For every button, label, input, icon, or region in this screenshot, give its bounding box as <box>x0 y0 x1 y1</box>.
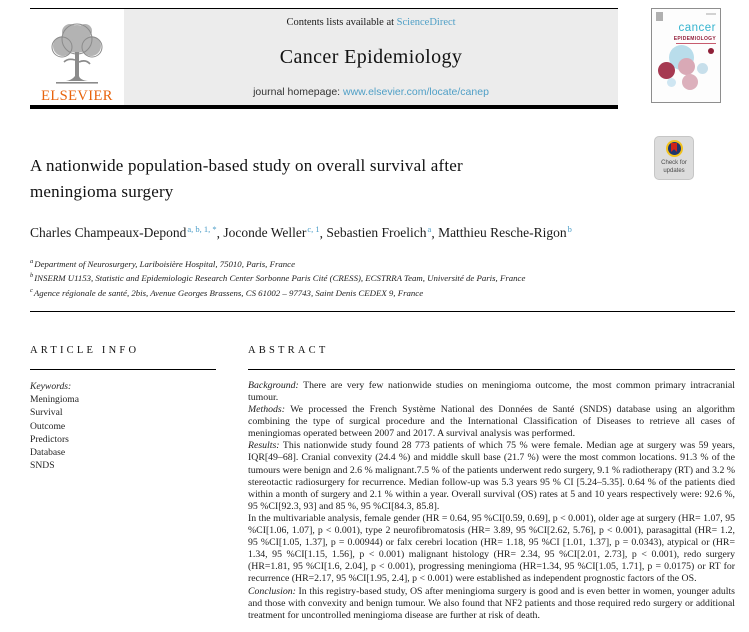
author-separator: , <box>216 225 224 241</box>
abstract-paragraph: In the multivariable analysis, female gender (HR = 0.64, 95 %CI[0.59, 0.69], p < 0.001), older age at surgery (HR= 1.07, 95 %CI[1.06, 1.07], p < 0.001), type 2 neurofibromatosis (HR= 3.89, 95 %CI[2.62, 5.76], p < 0.001), parasagittal (HR= 1.2, 95 %CI[1.05, 1.37], p = 0.00944) or falx cerebri location (HR= 1.18, 95 %CI [1.01, 1.37], p = 0.0343), atypical or (HR= 1.34, 95 %CI[1.15, 1.56], p < 0.001) malignant histology (HR= 2.34, 95 %CI[2.01, 2.73], p < 0.001), redo surgery (HR=1.81, 95 %CI[1.6, 2.04], p < 0.001), progressing meningioma (HR=1.34, 95 %CI[1.05, 1.71], p = 0.0175) or RT for recurrence (HR=2.17, 95 %CI[1.95, 2.4], p < 0.001) were established as independent prognostic factors of the OS. <box>248 512 735 585</box>
crossmark-ribbon-icon <box>671 143 677 152</box>
author-list <box>30 223 629 243</box>
keyword: Database <box>30 446 66 458</box>
cover-title-cancer: cancer <box>678 22 716 34</box>
masthead <box>30 8 618 109</box>
abstract-paragraph: Background: There are very few nationwide studies on meningioma outcome, the most common primary intracranial tumour. <box>248 379 735 403</box>
abstract-heading: ABSTRACT <box>248 345 735 370</box>
affiliation-sup: a <box>30 257 34 265</box>
keyword: Predictors <box>30 433 69 445</box>
article-info-column <box>30 345 216 622</box>
elsevier-wordmark: ELSEVIER <box>41 87 113 104</box>
affiliation: $^c$Agence régionale de santé, 2bis, Avenue Georges Brassens, CS 61002 – 97743, Saint Denis CEDEX 9, France <box>30 287 424 299</box>
elsevier-logo <box>30 9 124 105</box>
article-title: A nationwide population-based study on overall survival after meningioma surgery <box>30 156 463 202</box>
author: Matthieu Resche-Rigon$^b$ <box>438 223 572 241</box>
masthead-band <box>124 9 618 105</box>
homepage-url-link[interactable]: www.elsevier.com/locate/canep <box>343 86 489 98</box>
keywords-label: Keywords: <box>30 380 72 392</box>
author: Joconde Weller$^{c, 1}$ <box>223 223 320 241</box>
crossmark-icon <box>666 140 683 157</box>
author: Charles Champeaux-Depond$^{a, b, 1, *}$ <box>30 223 217 241</box>
info-abstract-section <box>30 345 735 622</box>
contents-line <box>130 17 612 28</box>
journal-cover-thumbnail[interactable] <box>651 8 721 103</box>
author-affiliation-sup: c, 1 <box>307 223 320 234</box>
author-separator: , <box>431 225 439 241</box>
journal-title: Cancer Epidemiology <box>279 45 463 68</box>
sciencedirect-link[interactable]: ScienceDirect <box>396 17 456 28</box>
paragraph-label: Methods: <box>248 404 286 416</box>
keywords-block <box>30 380 216 472</box>
keyword: Survival <box>30 407 63 419</box>
cover-title <box>674 23 716 44</box>
author-affiliation-sup: a, b, 1, * <box>187 223 217 234</box>
keyword: Meningioma <box>30 394 80 406</box>
section-divider <box>30 311 735 312</box>
affiliation: $^b$INSERM U1153, Statistic and Epidemiologic Research Center Sorbonne Paris Cité (CRESS), ECSTRRA Team, Université de Paris, France <box>30 272 526 284</box>
cover-circle <box>708 48 714 54</box>
elsevier-tree-icon <box>48 22 106 88</box>
author-separator: , <box>319 225 327 241</box>
paragraph-label: Results: <box>248 440 280 452</box>
abstract-paragraph: Conclusion: In this registry-based study, OS after meningioma surgery is good and is even better in women, younger adults and those with convexity and benign tumour. We also found that NF2 patients and those required redo surgery or additional treatment for uncontrolled meningioma disease are further at risk of death. <box>248 585 735 621</box>
cover-artwork <box>652 45 720 101</box>
author: Sebastien Froelich$^a$ <box>326 223 432 241</box>
abstract-paragraph: Methods: We processed the French Système National des Données de Santé (SNDS) database using an algorithm combining the type of surgical procedure and the International Classification of Diseases to retrieve all cases of meningiomas operated between 2007 and 2017. A survival analysis was performed. <box>248 404 735 440</box>
cover-circle <box>667 78 676 87</box>
contents-prefix: Contents lists available at <box>286 17 397 28</box>
author-affiliation-sup: b <box>567 223 572 234</box>
cover-issue-text <box>706 13 716 15</box>
check-for-updates-label: Check for updates <box>661 160 687 175</box>
paragraph-label: Background: <box>248 379 299 391</box>
abstract-paragraph: Results: This nationwide study found 28 773 patients of which 75 % were female. Median age at surgery was 59 years, IQR[49–68]. Cranial convexity (24.4 %) and middle skull base (21.7 %) were the most common locations. 91.3 % of the tumours were benign and 2.6 % malignant.7.5 % of the patients underwent redo surgery, 9.1 % radiotherapy (RT) and 3.2 % stereotactic radiosurgery for recurrence. Median follow-up was 5.3 years 95 % CI [5.24–5.35]. 0.64 % of the patients died within a month of surgery and 2.1 % within a year. Overall survival (OS) rates at 5 and 10 years respectively were: 92.6 %, 95 %CI[92.3, 93] and 85 %, 95 %CI[84.3, 85.8]. <box>248 440 735 512</box>
keyword: SNDS <box>30 460 55 472</box>
article-info-heading: ARTICLE INFO <box>30 345 216 370</box>
abstract-column <box>248 345 735 622</box>
cover-circle <box>678 58 695 75</box>
affiliation-sup: b <box>30 272 34 280</box>
cover-circle <box>658 62 675 79</box>
homepage-prefix: journal homepage: <box>253 86 343 98</box>
check-for-updates-badge[interactable] <box>654 136 694 180</box>
cover-publisher-mark-icon <box>656 12 663 21</box>
paragraph-label: Conclusion: <box>248 585 296 597</box>
affiliation-list <box>30 256 689 300</box>
masthead-row <box>30 8 735 109</box>
author-affiliation-sup: a <box>427 223 432 234</box>
cover-circle <box>682 74 698 90</box>
homepage-line <box>130 86 612 98</box>
affiliation: $^a$Department of Neurosurgery, Lariboisière Hospital, 75010, Paris, France <box>30 257 295 269</box>
cover-circle <box>697 63 708 74</box>
cover-title-epidemiology: EPIDEMIOLOGY <box>673 35 716 42</box>
cover-subtitle-line <box>676 43 716 44</box>
keyword: Outcome <box>30 420 66 432</box>
affiliation-sup: c <box>30 287 33 295</box>
